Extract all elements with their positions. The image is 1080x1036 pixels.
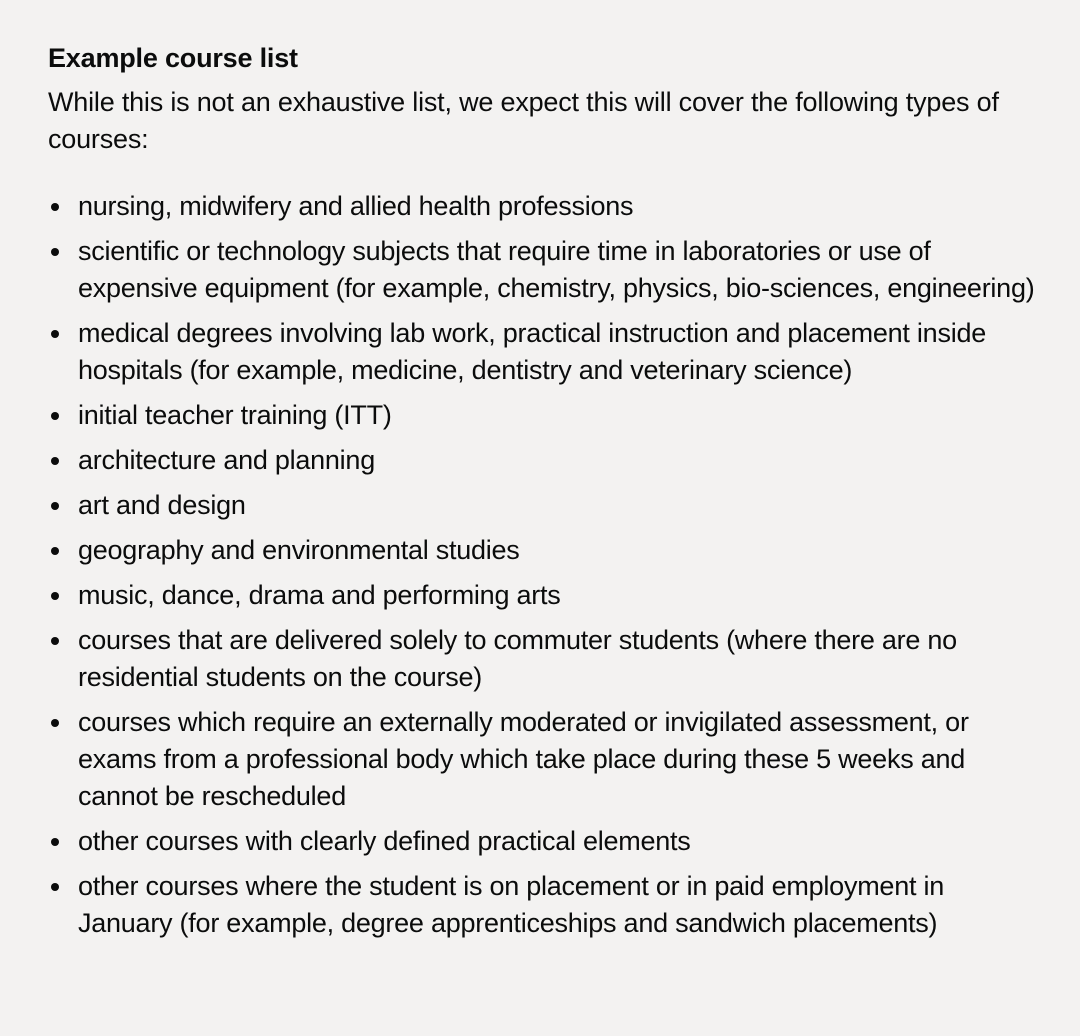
bullet-icon <box>51 547 59 555</box>
bullet-icon <box>51 248 59 256</box>
list-item-text: courses that are delivered solely to commuter students (where there are no residential students on the course) <box>78 625 957 692</box>
list-item <box>48 442 1038 479</box>
list-item-text: medical degrees involving lab work, practical instruction and placement inside hospitals (for example, medicine, dentistry and veterinary science) <box>78 318 986 385</box>
list-item <box>48 315 1038 389</box>
content-section <box>48 38 1038 950</box>
list-item-text: art and design <box>78 490 246 520</box>
list-item <box>48 397 1038 434</box>
bullet-icon <box>51 719 59 727</box>
bullet-icon <box>51 330 59 338</box>
bullet-icon <box>51 883 59 891</box>
list-item-text: scientific or technology subjects that require time in laboratories or use of expensive equipment (for example, chemistry, physics, bio-sciences, engineering) <box>78 236 1035 303</box>
list-item-text: nursing, midwifery and allied health professions <box>78 191 634 221</box>
bullet-icon <box>51 637 59 645</box>
list-item <box>48 823 1038 860</box>
course-list <box>48 188 1038 942</box>
list-item-text: architecture and planning <box>78 445 375 475</box>
list-item-text: music, dance, drama and performing arts <box>78 580 561 610</box>
list-item <box>48 868 1038 942</box>
list-item <box>48 622 1038 696</box>
bullet-icon <box>51 457 59 465</box>
list-item-text: other courses with clearly defined practical elements <box>78 826 691 856</box>
list-item <box>48 577 1038 614</box>
list-item <box>48 532 1038 569</box>
bullet-icon <box>51 412 59 420</box>
bullet-icon <box>51 502 59 510</box>
list-item-text: courses which require an externally moderated or invigilated assessment, or exams from a professional body which take place during these 5 weeks and cannot be rescheduled <box>78 707 969 811</box>
list-item-text: geography and environmental studies <box>78 535 520 565</box>
list-item <box>48 704 1038 815</box>
bullet-icon <box>51 203 59 211</box>
bullet-icon <box>51 838 59 846</box>
list-item <box>48 487 1038 524</box>
section-heading: Example course list <box>48 43 298 73</box>
list-item-text: other courses where the student is on placement or in paid employment in January (for example, degree apprenticeships and sandwich placements) <box>78 871 944 938</box>
bullet-icon <box>51 592 59 600</box>
list-item-text: initial teacher training (ITT) <box>78 400 392 430</box>
list-item <box>48 188 1038 225</box>
list-item <box>48 233 1038 307</box>
intro-paragraph: While this is not an exhaustive list, we expect this will cover the following types of courses: <box>48 87 999 154</box>
